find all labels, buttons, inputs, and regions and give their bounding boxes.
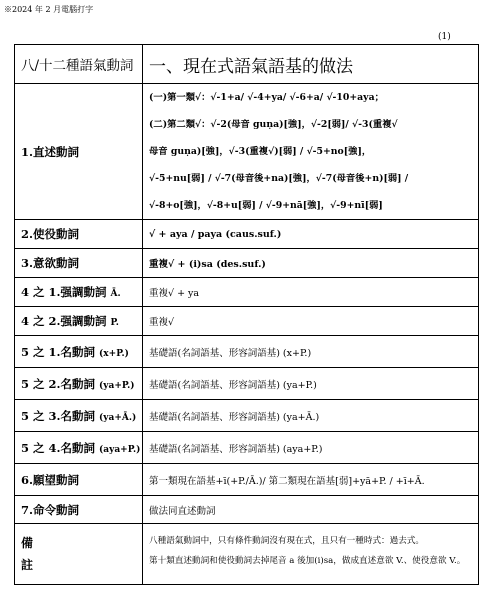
header-left: 八/十二種語氣動詞 (15, 45, 143, 84)
table-row (15, 464, 479, 496)
row-label (15, 220, 143, 249)
table-row (15, 84, 479, 220)
table-row (15, 368, 479, 400)
content-line: √-8+o[強]，√-8+u[弱] / √-9+nā[強]，√-9+nī[弱] (149, 200, 383, 211)
row-content: 重複√ (143, 307, 479, 336)
content-line: √-5+nu[弱] / √-7(母音後+na)[強]，√-7(母音後+n)[弱] / (149, 173, 409, 184)
row-label (15, 336, 143, 368)
row-label-text: 5 之 1.名動詞 (21, 344, 96, 359)
row-content: 做法同直述動詞 (143, 496, 479, 524)
header-title: 一、現在式語氣語基的做法 (149, 56, 353, 77)
row-label-suffix: (ya+P.) (99, 380, 135, 391)
table-header-row (15, 45, 479, 84)
table-row (15, 336, 479, 368)
row-content: 基礎語(名詞語基、形容詞語基) (ya+Ā.) (143, 400, 479, 432)
content-line: (一)第一類√：√-1+a/ √-4+ya/ √-6+a/ √-10+aya； (149, 92, 384, 103)
row-label-suffix: (x+P.) (99, 348, 129, 359)
row-label (15, 368, 143, 400)
row-content: 重複√ + ya (143, 278, 479, 307)
row-label-text: 6.願望動詞 (21, 472, 80, 487)
content-line: 母音 guṇa)[強]，√-3(重複√)[弱] / √-5+no[強]， (149, 146, 372, 157)
row-label-suffix: P. (110, 318, 119, 328)
header-right (143, 45, 479, 84)
row-label-text: 4 之 2.强調動詞 (21, 314, 107, 328)
table-row (15, 220, 479, 249)
row-label-text: 2.使役動詞 (21, 227, 80, 241)
row-label-suffix: (aya+P.) (99, 444, 141, 455)
notes-row (15, 524, 479, 585)
row-label-text: 5 之 2.名動詞 (21, 376, 96, 391)
page-number: (1) (438, 32, 451, 42)
row-content: 第一類現在語基+ī(+P./Ā.)/ 第二類現在語基[弱]+yā+P. / +ī+Ā. (143, 464, 479, 496)
row-label (15, 400, 143, 432)
row-content (143, 84, 479, 220)
notes-label (15, 524, 143, 585)
row-label-suffix: (ya+Ā.) (99, 412, 137, 423)
notes-content (143, 524, 479, 585)
row-label (15, 496, 143, 524)
row-label-text: 5 之 4.名動詞 (21, 440, 96, 455)
row-label (15, 464, 143, 496)
row-label (15, 432, 143, 464)
row-label-text: 5 之 3.名動詞 (21, 408, 96, 423)
table-row (15, 400, 479, 432)
row-content: √ + aya / paya (caus.suf.) (143, 220, 479, 249)
row-label (15, 249, 143, 278)
row-label-text: 4 之 1.强調動詞 (21, 285, 107, 299)
verb-mood-table (14, 44, 479, 585)
row-label: 1.直述動詞 (15, 84, 143, 220)
row-label-text: 7.命令動詞 (21, 502, 80, 517)
row-label (15, 278, 143, 307)
row-content: 基礎語(名詞語基、形容詞語基) (aya+P.) (143, 432, 479, 464)
row-content: 基礎語(名詞語基、形容詞語基) (ya+P.) (143, 368, 479, 400)
row-label-suffix: Ā. (110, 289, 121, 299)
content-line: (二)第二類√：√-2(母音 guṇa)[強]，√-2[弱]/ √-3(重複√ (149, 119, 398, 130)
row-content: 基礎語(名詞語基、形容詞語基) (x+P.) (143, 336, 479, 368)
table-row (15, 496, 479, 524)
row-label (15, 307, 143, 336)
top-note: ※2024 年 2 月電腦打字 (4, 5, 94, 14)
notes-label-line: 備 (21, 536, 34, 550)
notes-label-line: 註 (21, 558, 34, 572)
note-paragraph: 八種語氣動詞中，只有條件動詞沒有現在式，且只有一種時式：過去式。 (149, 536, 425, 546)
row-label-text: 3.意欲動詞 (21, 256, 80, 270)
table-row (15, 432, 479, 464)
table-row (15, 249, 479, 278)
table-row (15, 307, 479, 336)
row-content: 重複√ + (i)sa (des.suf.) (143, 249, 479, 278)
table-row (15, 278, 479, 307)
note-paragraph: 第十類直述動詞和使役動詞去掉尾音 a 後加(i)sa，做成直述意欲 V.、使役意欲 V.。 (149, 556, 466, 566)
